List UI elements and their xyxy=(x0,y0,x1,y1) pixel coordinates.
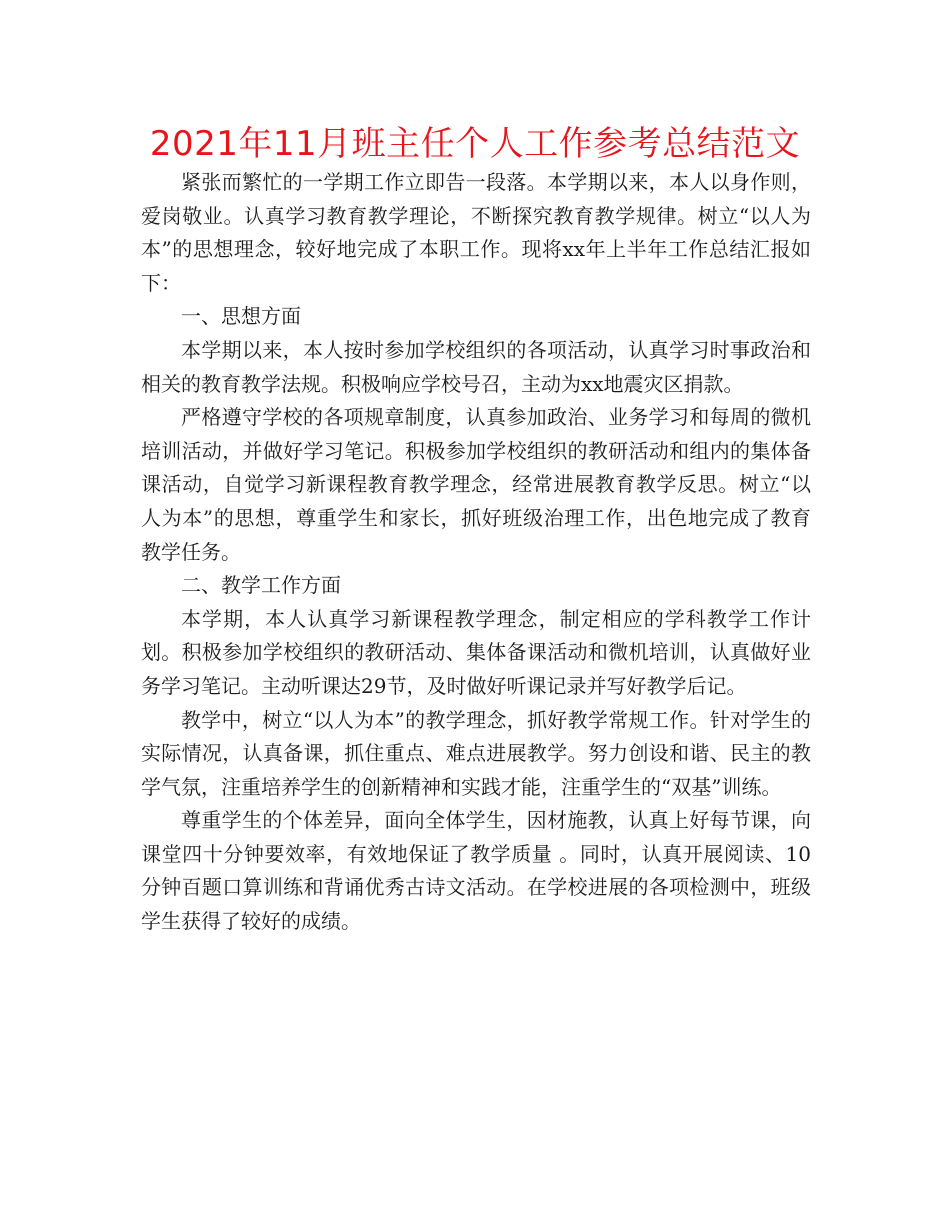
paragraph-thought-2: 严格遵守学校的各项规章制度，认真参加政治、业务学习和每周的微机培训活动，并做好学习笔记。积极参加学校组织的教研活动和组内的集体备课活动，自觉学习新课程教育教学理念，经常进展教育教学反思。树立“以人为本”的思想，尊重学生和家长，抓好班级治理工作，出色地完成了教育教学任务。 xyxy=(141,405,811,564)
section-heading-teaching: 二、教学工作方面 xyxy=(181,573,341,598)
document-body xyxy=(141,166,811,939)
paragraph-thought-1: 本学期以来，本人按时参加学校组织的各项活动，认真学习时事政治和相关的教育教学法规。积极响应学校号召，主动为xx地震灾区捐款。 xyxy=(141,337,811,396)
paragraph-teaching-3: 尊重学生的个体差异，面向全体学生，因材施教，认真上好每节课，向课堂四十分钟要效率，有效地保证了教学质量 。同时，认真开展阅读、10分钟百题口算训练和背诵优秀古诗文活动。在学校进展的各项检测中，班级学生获得了较好的成绩。 xyxy=(141,808,811,934)
section-heading-thought: 一、思想方面 xyxy=(181,304,301,329)
paragraph-intro: 紧张而繁忙的一学期工作立即告一段落。本学期以来，本人以身作则，爱岗敬业。认真学习教育教学理论，不断探究教育教学规律。树立“以人为本”的思想理念，较好地完成了本职工作。现将xx年上半年工作总结汇报如下： xyxy=(141,170,811,295)
paragraph-teaching-2: 教学中，树立“以人为本”的教学理念，抓好教学常规工作。针对学生的实际情况，认真备课，抓住重点、难点进展教学。努力创设和谐、民主的教学气氛，注重培养学生的创新精神和实践才能，注重学生的“双基”训练。 xyxy=(141,707,811,799)
paragraph-teaching-1: 本学期，本人认真学习新课程教学理念，制定相应的学科教学工作计划。积极参加学校组织的教研活动、集体备课活动和微机培训，认真做好业务学习笔记。主动听课达29节，及时做好听课记录并写好教学后记。 xyxy=(141,606,811,698)
document-title: 2021年11月班主任个人工作参考总结范文 xyxy=(149,124,801,164)
